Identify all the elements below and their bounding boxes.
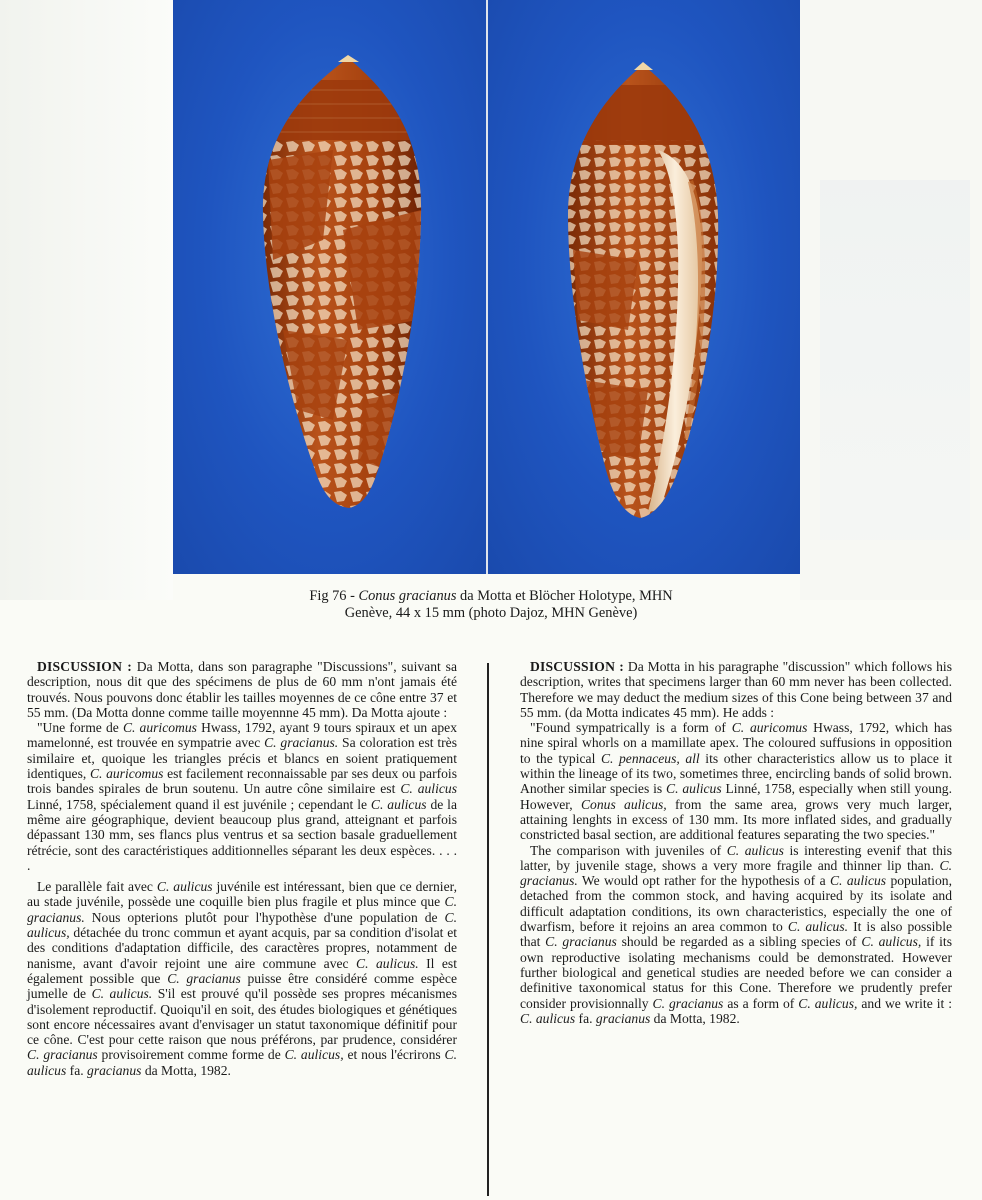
fr-paragraph-3: Le parallèle fait avec C. aulicus juvénile est intéressant, bien que ce dernier, au stade juvénile, possède une coquille bien plus fragile et plus mince que C. gracianus. Nous opterions plutôt pour l'hypothèse d'une population de C. aulicus, détachée du tronc commun et ayant acquis, par sa condition d'isolat et des conditions d'adaptation difficile, des caractères propres, notamment de nanisme, avant d'avoir rejoint une aire commune avec C. aulicus. Il est également possible que C. gracianus puisse être considéré comme espèce jumelle de C. aulicus. S'il est prouvé qu'il possède ses propres mécanismes d'isolement reproductif. Quoiqu'il en soit, des études biologiques et génétiques sont encore nécessaires avant d'envisager un statut taxonomique définitif pour ce cône. C'est pour cette raison que nous préférons, par prudence, considérer C. gracianus provisoirement comme forme de C. aulicus, et nous l'écrirons C. aulicus fa. gracianus da Motta, 1982. <box>27 879 458 1078</box>
fr-heading: DISCUSSION : <box>37 659 132 674</box>
en-paragraph-1: DISCUSSION : Da Motta in his paragraphe "discussion" which follows his description, writes that specimens larger than 60 mm never has been collected. Therefore we may deduct the medium sizes of this Cone being between 37 and 55 mm. (da Motta indicates 45 mm). He adds : <box>520 659 952 720</box>
holotype-photographs <box>173 0 800 574</box>
caption-line-1: Fig 76 - Conus gracianus da Motta et Blöcher Holotype, MHN <box>309 588 673 604</box>
discussion-english-column <box>520 659 952 1026</box>
adjacent-page-margin-right <box>800 0 982 600</box>
figure-caption <box>0 588 982 622</box>
fr-paragraph-1: DISCUSSION : Da Motta, dans son paragraphe "Discussions", suivant sa description, nous dit que des spécimens de plus de 60 mm n'ont jamais été trouvés. Nous pouvons donc établir les tailles moyennes de ce cône entre 37 et 55 mm. (Da Motta donne comme taille moyennne 45 mm). Da Motta ajoute : <box>27 659 457 720</box>
adjacent-page-margin-left <box>0 0 173 600</box>
shell-ventral-photo <box>488 0 800 574</box>
en-paragraph-2: "Found sympatrically is a form of C. auricomus Hwass, 1792, which has nine spiral whorls on a mamillate apex. The coloured suffusions in opposition to the typical C. pennaceus, all its other characteristics allow us to place it within the lineage of its two, sometimes three, encircling bands of solid brown. Another similar species is C. aulicus Linné, 1758, especially when still young. However, Conus aulicus, from the same area, grows very much larger, attaining lenghts in excess of 130 mm. Its more inflated sides, and gradually constricted basal section, are additional features separating the two species." <box>520 720 953 843</box>
column-separator <box>487 663 489 1196</box>
discussion-french-column <box>27 659 457 1078</box>
en-paragraph-3: The comparison with juveniles of C. aulicus is interesting evenif that this latter, by juvenile stage, shows a very more fragile and thinner lip than. C. gracianus. We would opt rather for the hypothesis of a C. aulicus population, detached from the common stock, and having acquired by its isolate and difficult adaptation conditions, its own characteristics, especially the one of dwarfism, before it rejoins an area common to C. aulicus. It is also possible that C. gracianus should be regarded as a sibling species of C. aulicus, if its own reproductive isolating mechanisms could be demonstrated. However further biological and genetical studies are needed before we can consider a definitive taxonomical status for this Cone. Therefore we prudently prefer consider provisionnally C. gracianus as a form of C. aulicus, and we write it : C. aulicus fa. gracianus da Motta, 1982. <box>520 842 953 1026</box>
en-heading: DISCUSSION : <box>530 659 624 674</box>
shell-dorsal-photo <box>173 0 486 574</box>
fr-paragraph-2: "Une forme de C. auricomus Hwass, 1792, ayant 9 tours spiraux et un apex mamelonné, est trouvée en sympatrie avec C. gracianus. Sa coloration est très similaire et, quoique les triangles précis et blancs en soient pratiquement identiques, C. auricomus est facilement reconnaissable par ses deux ou parfois trois bandes spirales de brun soutenu. Un autre cône similaire est C. aulicus Linné, 1758, spécialement quand il est juvénile ; cependant le C. aulicus de la même aire géographique, devient beaucoup plus grand, atteignant et parfois dépassant 130 mm, ses flancs plus ventrus et sa section basale graduellement rétrécie, sont des caractéristiques additionnelles séparant les deux espèces. . . . . <box>27 720 458 873</box>
caption-line-2: Genève, 44 x 15 mm (photo Dajoz, MHN Genève) <box>344 605 638 621</box>
